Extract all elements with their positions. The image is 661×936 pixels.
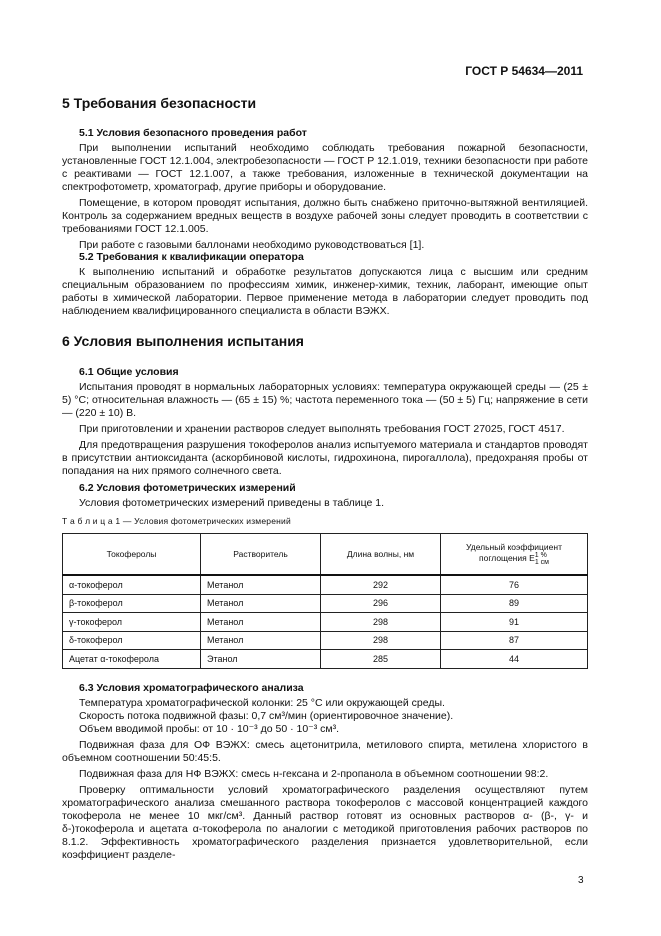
paragraph: К выполнению испытаний и обработке результатов допускаются лица с высшим или средним специальным образованием по профессиям химик, инженер-химик, техник, лаборант, имеющие опыт работы в химической лаборатории. Первое применение метода в лаборатории следует проводить под наблюдением квалифицированного специалиста в области ВЭЖХ. — [62, 266, 588, 317]
paragraph: Для предотвращения разрушения токоферолов анализ испытуемого материала и стандартов проводят в присутствии антиоксиданта (аскорбиновой кислоты, гидрохинона, пирогаллола), предохраняя пробы от попадания на них прямого солнечного света. — [62, 439, 588, 477]
table-cell: 298 — [321, 613, 441, 632]
section-6-2 — [62, 482, 588, 510]
table-cell: γ-токоферол — [63, 613, 201, 632]
section-5-1 — [62, 127, 588, 252]
table-row — [63, 575, 588, 594]
section-5-2-title: 5.2 Требования к квалификации оператора — [79, 251, 304, 263]
table-cell: 44 — [441, 650, 588, 669]
table-row — [63, 650, 588, 669]
paragraph: Объем вводимой пробы: от 10 · 10⁻³ до 50 · 10⁻³ см³. — [79, 723, 340, 735]
paragraph: При приготовлении и хранении растворов следует выполнять требования ГОСТ 27025, ГОСТ 4517. — [79, 423, 565, 435]
table-cell: 285 — [321, 650, 441, 669]
section-6-2-title: 6.2 Условия фотометрических измерений — [79, 482, 296, 494]
paragraph: При выполнении испытаний необходимо соблюдать требования пожарной безопасности, установленные ГОСТ 12.1.004, электробезопасности — ГОСТ Р 12.1.019, техники безопасности при работе с реактивами — ГОСТ 12.1.007, а также требования, изложенные в технической документации на спектрофотометр, хроматограф, другие приборы и оборудование. — [62, 142, 588, 193]
document-header: ГОСТ Р 54634—2011 — [465, 64, 583, 78]
table-row — [63, 613, 588, 632]
table-cell: α-токоферол — [63, 575, 201, 594]
table-cell: Метанол — [201, 631, 321, 650]
section-5-1-title: 5.1 Условия безопасного проведения работ — [79, 127, 307, 139]
table-cell: 296 — [321, 594, 441, 613]
section-6-3 — [62, 682, 588, 862]
table-cell: δ-токоферол — [63, 631, 201, 650]
section-5-2 — [62, 251, 588, 318]
section-6-1-title: 6.1 Общие условия — [79, 366, 179, 378]
paragraph: Скорость потока подвижной фазы: 0,7 см³/мин (ориентировочное значение). — [79, 710, 454, 722]
table-cell: 91 — [441, 613, 588, 632]
table-cell: 87 — [441, 631, 588, 650]
column-header: Токоферолы — [63, 534, 201, 576]
paragraph: Испытания проводят в нормальных лабораторных условиях: температура окружающей среды — (25 ± 5) °С; относительная влажность — (65 ± 15) %; частота переменного тока — (50 ± 5) Гц; напряжение в сети — (220 ± 10) В. — [62, 381, 588, 419]
paragraph: Подвижная фаза для НФ ВЭЖХ: смесь н-гексана и 2-пропанола в объемном соотношении 98:2. — [79, 768, 549, 780]
column-header: Удельный коэффициент поглощения $E^{1 \%}_{1 см}$ — [441, 534, 588, 576]
table-cell: 298 — [321, 631, 441, 650]
table-row — [63, 594, 588, 613]
table-cell: Метанол — [201, 613, 321, 632]
table-cell: 89 — [441, 594, 588, 613]
paragraph: Условия фотометрических измерений приведены в таблице 1. — [79, 497, 385, 509]
paragraph: При работе с газовыми баллонами необходимо руководствоваться [1]. — [79, 239, 425, 251]
page-number: 3 — [578, 875, 584, 886]
section-6-1 — [62, 366, 588, 478]
table-cell: Этанол — [201, 650, 321, 669]
section-6-3-title: 6.3 Условия хроматографического анализа — [79, 682, 304, 694]
column-header: Длина волны, нм — [321, 534, 441, 576]
paragraph: Подвижная фаза для ОФ ВЭЖХ: смесь ацетонитрила, метилового спирта, метилена хлористого в объемном соотношении 50:45:5. — [62, 739, 588, 764]
photometric-table — [62, 533, 588, 669]
table-cell: Метанол — [201, 594, 321, 613]
table-cell: Ацетат α-токоферола — [63, 650, 201, 669]
table-cell: β-токоферол — [63, 594, 201, 613]
section-5-title: 5 Требования безопасности — [62, 95, 257, 111]
table-row — [63, 631, 588, 650]
paragraph: Помещение, в котором проводят испытания, должно быть снабжено приточно-вытяжной вентиляцией. Контроль за содержанием вредных веществ в воздухе рабочей зоны следует проводить в соответствии с требованиями ГОСТ 12.1.005. — [62, 197, 588, 235]
table-cell: 76 — [441, 575, 588, 594]
table-cell: Метанол — [201, 575, 321, 594]
column-header: Растворитель — [201, 534, 321, 576]
paragraph: Проверку оптимальности условий хроматографического разделения осуществляют путем хроматографического анализа смешанного раствора токоферолов с массовой концентрацией каждого токоферола не менее 10 мкг/см³. Данный раствор готовят из основных растворов α- (β-, γ- и δ-)токоферола и ацетата α-токоферола по аналогии с методикой приготовления рабочих растворов по 8.1.2. Эффективность хроматографического разделения признается удовлетворительной, если коэффициент разделе- — [62, 784, 588, 861]
section-6-title: 6 Условия выполнения испытания — [62, 333, 304, 349]
table-cell: 292 — [321, 575, 441, 594]
paragraph: Температура хроматографической колонки: 25 °С или окружающей среды. — [79, 697, 445, 709]
table-caption: Т а б л и ц а 1 — Условия фотометрических измерений — [62, 516, 291, 526]
